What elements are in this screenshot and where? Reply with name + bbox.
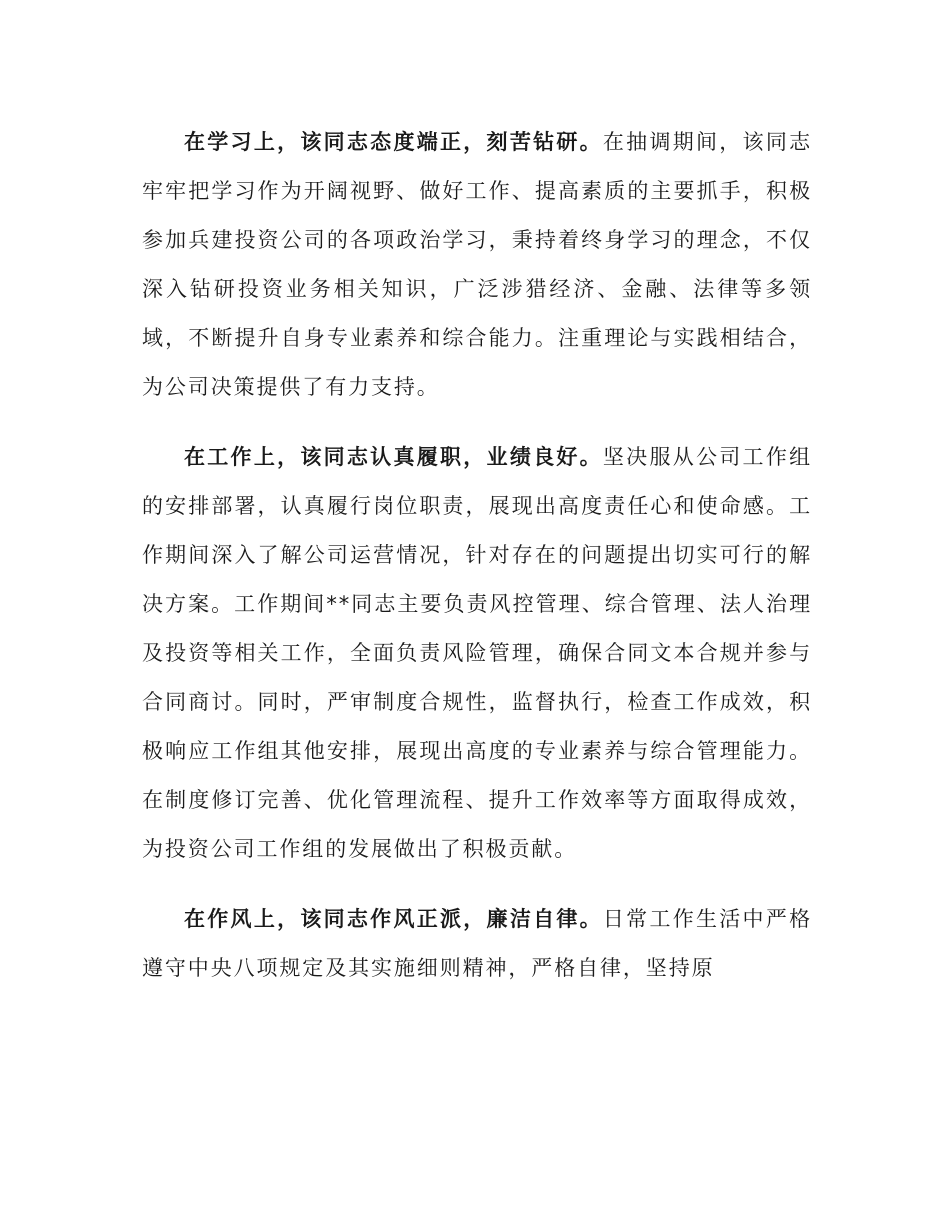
paragraph-work-heading: 在工作上，该同志认真履职，业绩良好。	[184, 445, 603, 469]
paragraph-conduct-heading: 在作风上，该同志作风正派，廉洁自律。	[184, 907, 603, 931]
paragraph-work	[142, 433, 812, 874]
document-body	[142, 118, 812, 1014]
paragraph-study	[142, 118, 812, 412]
paragraph-study-heading: 在学习上，该同志态度端正，刻苦钻研。	[184, 130, 603, 154]
paragraph-study-text: 在抽调期间，该同志牢牢把学习作为开阔视野、做好工作、提高素质的主要抓手，积极参加兵建投资公司的各项政治学习，秉持着终身学习的理念，不仅深入钻研投资业务相关知识，广泛涉猎经济、金融、法律等多领域，不断提升自身专业素养和综合能力。注重理论与实践相结合，为公司决策提供了有力支持。	[142, 130, 812, 399]
paragraph-conduct	[142, 895, 812, 993]
paragraph-work-text: 坚决服从公司工作组的安排部署，认真履行岗位职责，展现出高度责任心和使命感。工作期间深入了解公司运营情况，针对存在的问题提出切实可行的解决方案。工作期间**同志主要负责风控管理、综合管理、法人治理及投资等相关工作，全面负责风险管理，确保合同文本合规并参与合同商讨。同时，严审制度合规性，监督执行，检查工作成效，积极响应工作组其他安排，展现出高度的专业素养与综合管理能力。在制度修订完善、优化管理流程、提升工作效率等方面取得成效，为投资公司工作组的发展做出了积极贡献。	[142, 445, 812, 861]
paragraph-conduct-text: 日常工作生活中严格遵守中央八项规定及其实施细则精神，严格自律，坚持原	[142, 907, 812, 980]
